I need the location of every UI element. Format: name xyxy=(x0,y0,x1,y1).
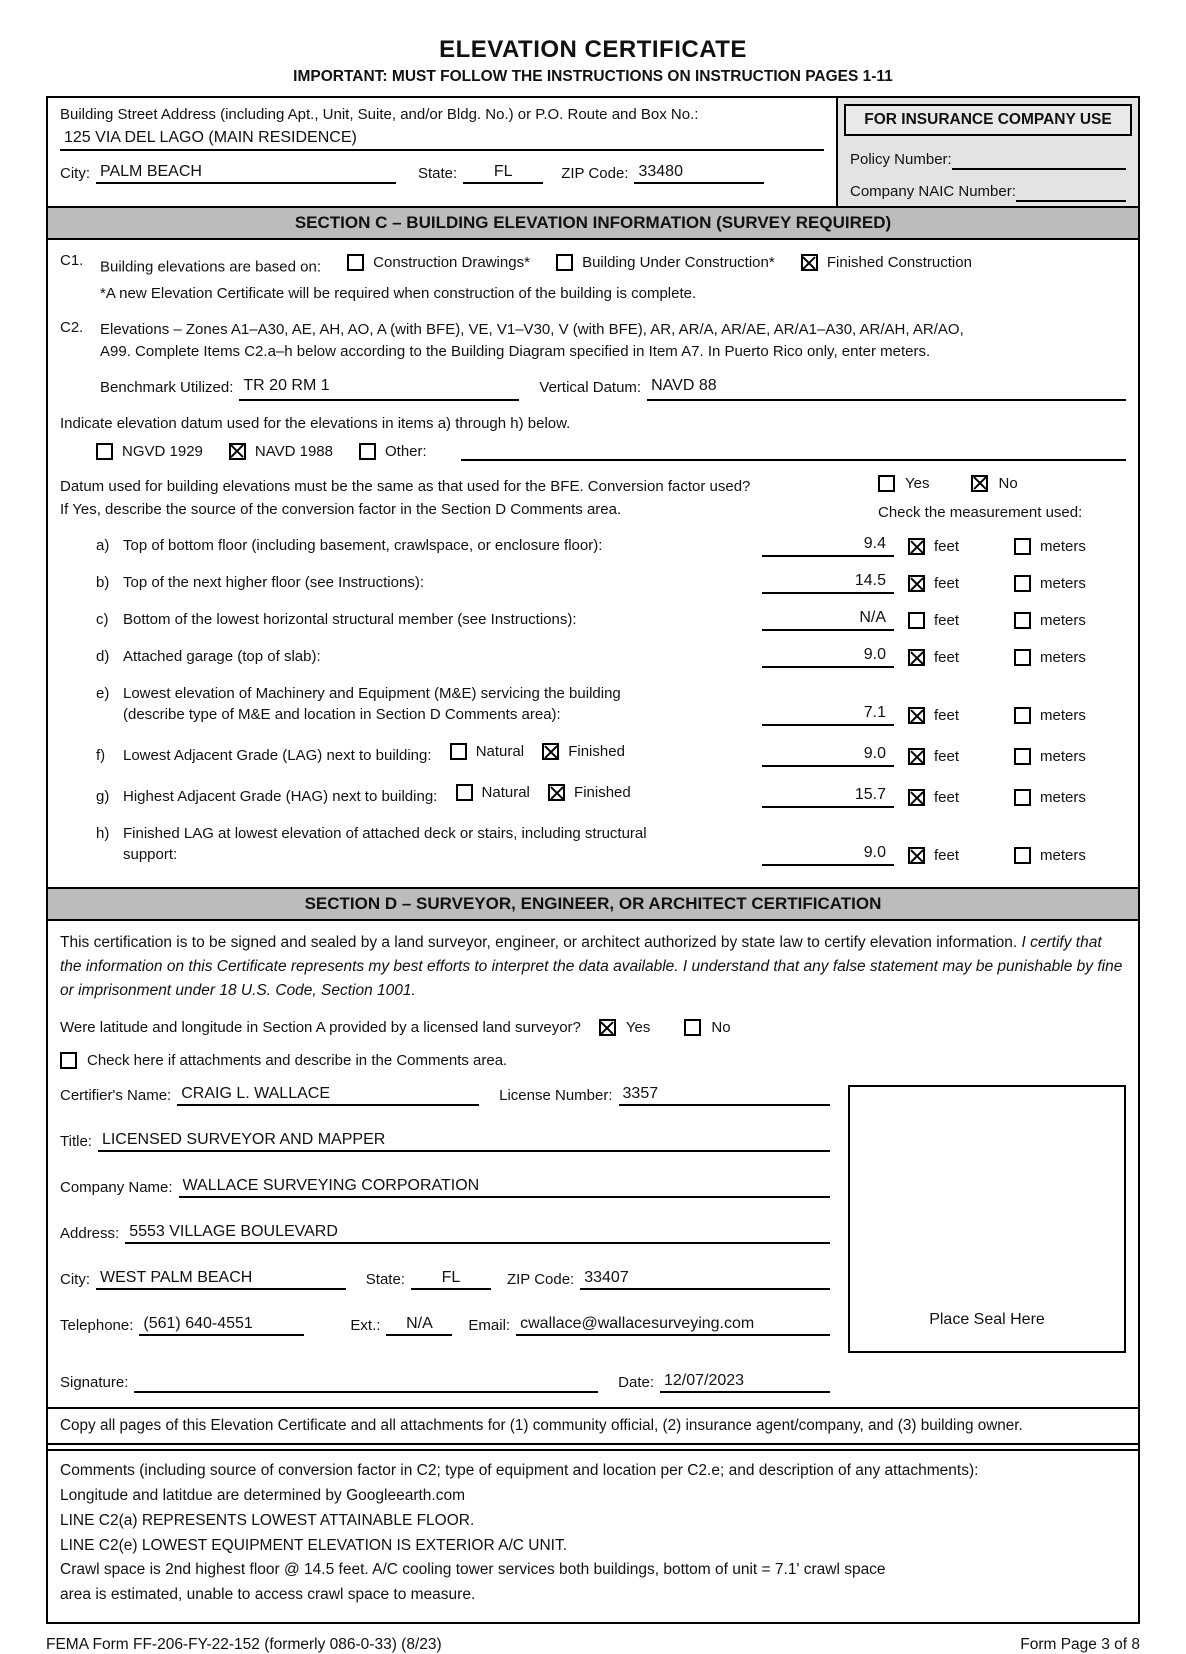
insurance-panel-title: FOR INSURANCE COMPANY USE xyxy=(844,104,1132,136)
comment-line: Crawl space is 2nd highest floor @ 14.5 feet. A/C cooling tower services both buildings, bottom of unit = 7.1' crawl space xyxy=(60,1561,886,1579)
telephone-field[interactable]: (561) 640-4551 xyxy=(139,1315,304,1336)
street-address-label: Building Street Address (including Apt., Unit, Suite, and/or Bldg. No.) or P.O. Route and Box No.: xyxy=(60,106,699,123)
seal-box xyxy=(848,1085,1126,1353)
item-letter: f) xyxy=(96,747,106,765)
elevation-item-a: a) Top of bottom floor (including basement, crawlspace, or enclosure floor): 9.4 feet meters xyxy=(96,535,1086,556)
meters-checkbox[interactable] xyxy=(1014,707,1031,724)
section-c-body xyxy=(48,240,1138,887)
company-name-field[interactable]: WALLACE SURVEYING CORPORATION xyxy=(179,1177,830,1198)
latlong-question-row xyxy=(60,1019,1126,1036)
other-datum-field[interactable] xyxy=(461,442,1126,461)
item-label: Top of the next higher floor (see Instructions): xyxy=(123,574,424,592)
elevation-value-field[interactable]: 9.0 xyxy=(762,646,894,668)
section-d-body xyxy=(48,921,1138,1407)
c1-note: *A new Elevation Certificate will be required when construction of the building is complete. xyxy=(100,285,697,303)
ext-field[interactable]: N/A xyxy=(386,1315,452,1336)
benchmark-label: Benchmark Utilized: xyxy=(100,378,234,396)
measurement-used-note: Check the measurement used: xyxy=(878,503,1083,521)
c1-number: C1. xyxy=(60,252,84,269)
meters-checkbox[interactable] xyxy=(1014,789,1031,806)
feet-checkbox[interactable] xyxy=(908,789,925,806)
hag-finished-option: Finished xyxy=(548,782,631,803)
finished-checkbox[interactable] xyxy=(548,784,565,801)
item-letter: d) xyxy=(96,648,110,666)
finished-construction-checkbox[interactable] xyxy=(801,254,818,271)
ext-label: Ext.: xyxy=(350,1317,381,1335)
item-label: Lowest Adjacent Grade (LAG) next to building: xyxy=(123,747,432,765)
date-label: Date: xyxy=(618,1374,654,1392)
natural-checkbox[interactable] xyxy=(450,743,467,760)
conversion-yes-label: Yes xyxy=(905,474,930,492)
ngvd1929-checkbox[interactable] xyxy=(96,443,113,460)
copy-all-pages-note: Copy all pages of this Elevation Certificate and all attachments for (1) community official, (2) insurance agent/company, and (3) building owner. xyxy=(48,1407,1138,1445)
state-field[interactable]: FL xyxy=(463,163,543,184)
conversion-no-checkbox[interactable] xyxy=(971,475,988,492)
attachments-row xyxy=(60,1052,1126,1069)
elevation-value-field[interactable]: 9.0 xyxy=(762,844,894,866)
certifier-name-field[interactable]: CRAIG L. WALLACE xyxy=(177,1085,479,1106)
street-address-field[interactable]: 125 VIA DEL LAGO (MAIN RESIDENCE) xyxy=(60,126,824,151)
address-label: Address: xyxy=(60,1225,120,1243)
elevation-item-d: d) Attached garage (top of slab): 9.0 feet meters xyxy=(96,646,1086,667)
vertical-datum-field[interactable]: NAVD 88 xyxy=(647,374,1126,400)
email-label: Email: xyxy=(468,1317,511,1335)
state-label: State: xyxy=(418,165,458,182)
elevation-value-field[interactable]: 9.4 xyxy=(762,535,894,557)
item-label: Bottom of the lowest horizontal structural member (see Instructions): xyxy=(123,611,577,629)
c1-block xyxy=(60,252,1126,305)
lag-finished-option: Finished xyxy=(542,741,625,762)
item-label: Highest Adjacent Grade (HAG) next to building: xyxy=(123,788,438,806)
datum-option-ngvd1929: NGVD 1929 xyxy=(96,443,203,460)
construction-drawings-checkbox[interactable] xyxy=(347,254,364,271)
naic-number-label: Company NAIC Number: xyxy=(850,183,1016,200)
comment-line: LINE C2(a) REPRESENTS LOWEST ATTAINABLE FLOOR. xyxy=(60,1511,475,1529)
email-field[interactable]: cwallace@wallacesurveying.com xyxy=(516,1315,830,1336)
elevation-value-field[interactable]: 14.5 xyxy=(762,572,894,594)
item-letter: g) xyxy=(96,788,110,806)
signature-field[interactable] xyxy=(134,1374,598,1393)
feet-checkbox[interactable] xyxy=(908,748,925,765)
c1-option-under-construction: Building Under Construction* xyxy=(556,252,775,274)
certification-statement-italic: I certify that the information on this Certificate represents my best efforts to interpret the data available. I understand that any false statement may be punishable by fine or imprisonment under 18 U.S. Code, Section 1001. xyxy=(60,934,1123,1000)
attachments-label: Check here if attachments and describe in the Comments area. xyxy=(87,1052,508,1070)
c2-block xyxy=(60,319,1126,401)
item-label: Lowest elevation of Machinery and Equipment (M&E) servicing the building xyxy=(123,685,621,703)
item-label: Finished LAG at lowest elevation of attached deck or stairs, including structural xyxy=(123,825,647,843)
certifier-state-field[interactable]: FL xyxy=(411,1269,491,1290)
elevation-value-field[interactable]: 7.1 xyxy=(762,704,894,726)
item-label: Top of bottom floor (including basement, crawlspace, or enclosure floor): xyxy=(123,537,603,555)
certifier-state-label: State: xyxy=(365,1271,405,1289)
certifier-area xyxy=(60,1085,1126,1407)
meters-checkbox[interactable] xyxy=(1014,847,1031,864)
form-page-number: Form Page 3 of 8 xyxy=(1020,1635,1140,1653)
page-footer xyxy=(46,1636,1140,1654)
elevation-item-h: h) Finished LAG at lowest elevation of attached deck or stairs, including structural support: 9.0 feet meters xyxy=(96,825,1086,865)
elevation-value-field[interactable]: 15.7 xyxy=(762,786,894,808)
meters-checkbox[interactable] xyxy=(1014,612,1031,629)
latlong-no-label: No xyxy=(711,1019,731,1037)
signature-label: Signature: xyxy=(60,1374,129,1392)
elevation-item-e: e) Lowest elevation of Machinery and Equipment (M&E) servicing the building (describe type of M&E and location in Section D Comments area): 7.1 feet meters xyxy=(96,685,1086,725)
c1-label: Building elevations are based on: xyxy=(100,258,321,276)
certifier-city-label: City: xyxy=(60,1271,90,1289)
elevation-item-c: c) Bottom of the lowest horizontal structural member (see Instructions): N/A feet meters xyxy=(96,609,1086,630)
item-label: Attached garage (top of slab): xyxy=(123,648,321,666)
c2-zones-line1: Elevations – Zones A1–A30, AE, AH, AO, A (with BFE), VE, V1–V30, V (with BFE), AR, AR/A, AR/AE, AR/A1–A30, AR/AH, AR/AO, xyxy=(100,320,964,338)
certifier-zip-label: ZIP Code: xyxy=(506,1271,575,1289)
feet-checkbox[interactable] xyxy=(908,847,925,864)
page-subtitle: IMPORTANT: MUST FOLLOW THE INSTRUCTIONS ON INSTRUCTION PAGES 1-11 xyxy=(293,68,893,85)
meters-checkbox[interactable] xyxy=(1014,538,1031,555)
page-title: ELEVATION CERTIFICATE xyxy=(439,36,747,63)
meters-checkbox[interactable] xyxy=(1014,575,1031,592)
policy-number-field[interactable] xyxy=(952,151,1126,170)
conversion-line1: Datum used for building elevations must be the same as that used for the BFE. Conversion factor used? xyxy=(60,477,751,495)
feet-checkbox[interactable] xyxy=(908,612,925,629)
license-number-label: License Number: xyxy=(499,1087,613,1105)
zip-field[interactable]: 33480 xyxy=(634,163,764,184)
elevation-item-b: b) Top of the next higher floor (see Instructions): 14.5 feet meters xyxy=(96,572,1086,593)
elevation-items xyxy=(60,521,1126,883)
vertical-datum-label: Vertical Datum: xyxy=(539,378,642,396)
meters-checkbox[interactable] xyxy=(1014,748,1031,765)
latlong-question: Were latitude and longitude in Section A provided by a licensed land surveyor? xyxy=(60,1019,581,1037)
fema-form-number: FEMA Form FF-206-FY-22-152 (formerly 086-0-33) (8/23) xyxy=(46,1635,442,1653)
elevation-value-field[interactable]: 9.0 xyxy=(762,745,894,767)
naic-number-field[interactable] xyxy=(1016,183,1126,202)
item-letter: h) xyxy=(96,825,110,843)
telephone-label: Telephone: xyxy=(60,1317,134,1335)
title-label: Title: xyxy=(60,1133,92,1151)
building-under-construction-checkbox[interactable] xyxy=(556,254,573,271)
latlong-yes-label: Yes xyxy=(625,1019,651,1037)
insurance-company-panel xyxy=(836,98,1138,206)
c2-number: C2. xyxy=(60,318,84,336)
datum-option-navd1988: NAVD 1988 xyxy=(229,443,333,460)
c1-option-finished-construction: Finished Construction xyxy=(801,252,972,274)
datum-indicate-block xyxy=(60,415,1126,461)
datum-option-other: Other: xyxy=(359,443,427,460)
section-d-header: SECTION D – SURVEYOR, ENGINEER, OR ARCHITECT CERTIFICATION xyxy=(48,887,1138,921)
other-datum-checkbox[interactable] xyxy=(359,443,376,460)
form-body xyxy=(46,96,1140,1624)
finished-checkbox[interactable] xyxy=(542,743,559,760)
natural-checkbox[interactable] xyxy=(456,784,473,801)
latlong-no-checkbox[interactable] xyxy=(684,1019,701,1036)
section-c-header: SECTION C – BUILDING ELEVATION INFORMATION (SURVEY REQUIRED) xyxy=(48,206,1138,240)
c2-zones-line2: A99. Complete Items C2.a–h below according to the Building Diagram specified in Item A7. In Puerto Rico only, enter meters. xyxy=(100,342,931,360)
feet-checkbox[interactable] xyxy=(908,538,925,555)
city-label: City: xyxy=(60,165,90,182)
conversion-factor-block xyxy=(60,475,1126,522)
license-number-field[interactable]: 3357 xyxy=(619,1085,830,1106)
address-header xyxy=(48,98,1138,206)
item-label-line2: support: xyxy=(123,846,178,864)
elevation-item-f: f) Lowest Adjacent Grade (LAG) next to building: Natural Finished 9.0 feet meters xyxy=(96,743,1086,766)
elevation-value-field[interactable]: N/A xyxy=(762,609,894,631)
building-address-block xyxy=(48,98,836,206)
comment-line: Longitude and latitdue are determined by Googleearth.com xyxy=(60,1486,465,1504)
address-field[interactable]: 5553 VILLAGE BOULEVARD xyxy=(125,1223,830,1244)
item-letter: e) xyxy=(96,685,110,703)
policy-number-label: Policy Number: xyxy=(850,151,952,168)
conversion-line2: If Yes, describe the source of the conversion factor in the Section D Comments area. xyxy=(60,500,622,518)
c1-option-construction-drawings: Construction Drawings* xyxy=(347,252,530,274)
certifier-name-label: Certifier's Name: xyxy=(60,1087,172,1105)
navd1988-checkbox[interactable] xyxy=(229,443,246,460)
meters-checkbox[interactable] xyxy=(1014,649,1031,666)
item-letter: c) xyxy=(96,611,109,629)
hag-natural-option: Natural xyxy=(456,782,530,803)
lag-natural-option: Natural xyxy=(450,741,524,762)
item-label-line2: (describe type of M&E and location in Section D Comments area): xyxy=(123,706,561,724)
item-letter: b) xyxy=(96,574,110,592)
feet-checkbox[interactable] xyxy=(908,649,925,666)
conversion-no-label: No xyxy=(998,474,1018,492)
certifier-zip-field[interactable]: 33407 xyxy=(580,1269,830,1290)
comment-line: LINE C2(e) LOWEST EQUIPMENT ELEVATION IS EXTERIOR A/C UNIT. xyxy=(60,1536,568,1554)
elevation-item-g: g) Highest Adjacent Grade (HAG) next to building: Natural Finished 15.7 feet meters xyxy=(96,784,1086,807)
comment-line: area is estimated, unable to access crawl space to measure. xyxy=(60,1586,476,1604)
benchmark-field[interactable]: TR 20 RM 1 xyxy=(239,374,519,400)
comments-label: Comments (including source of conversion factor in C2; type of equipment and location per C2.e; and description of any attachments): xyxy=(60,1462,979,1480)
date-field[interactable]: 12/07/2023 xyxy=(660,1372,830,1393)
datum-indicate-label: Indicate elevation datum used for the elevations in items a) through h) below. xyxy=(60,414,571,432)
certifier-city-field[interactable]: WEST PALM BEACH xyxy=(96,1269,346,1290)
city-field[interactable]: PALM BEACH xyxy=(96,163,396,184)
attachments-checkbox[interactable] xyxy=(60,1052,77,1069)
conversion-yes-checkbox[interactable] xyxy=(878,475,895,492)
place-seal-here-label: Place Seal Here xyxy=(929,1311,1045,1329)
certification-paragraph: This certification is to be signed and sealed by a land surveyor, engineer, or architect authorized by state law to certify elevation information. I certify that the information on this Certificate represents my best efforts to interpret the data available. I understand that any false statement may be punishable by fine or imprisonment under 18 U.S. Code, Section 1001. xyxy=(60,934,1123,1000)
feet-checkbox[interactable] xyxy=(908,575,925,592)
company-name-label: Company Name: xyxy=(60,1179,173,1197)
zip-label: ZIP Code: xyxy=(561,165,629,182)
item-letter: a) xyxy=(96,537,110,555)
latlong-yes-checkbox[interactable] xyxy=(599,1019,616,1036)
feet-checkbox[interactable] xyxy=(908,707,925,724)
title-field[interactable]: LICENSED SURVEYOR AND MAPPER xyxy=(98,1131,830,1152)
